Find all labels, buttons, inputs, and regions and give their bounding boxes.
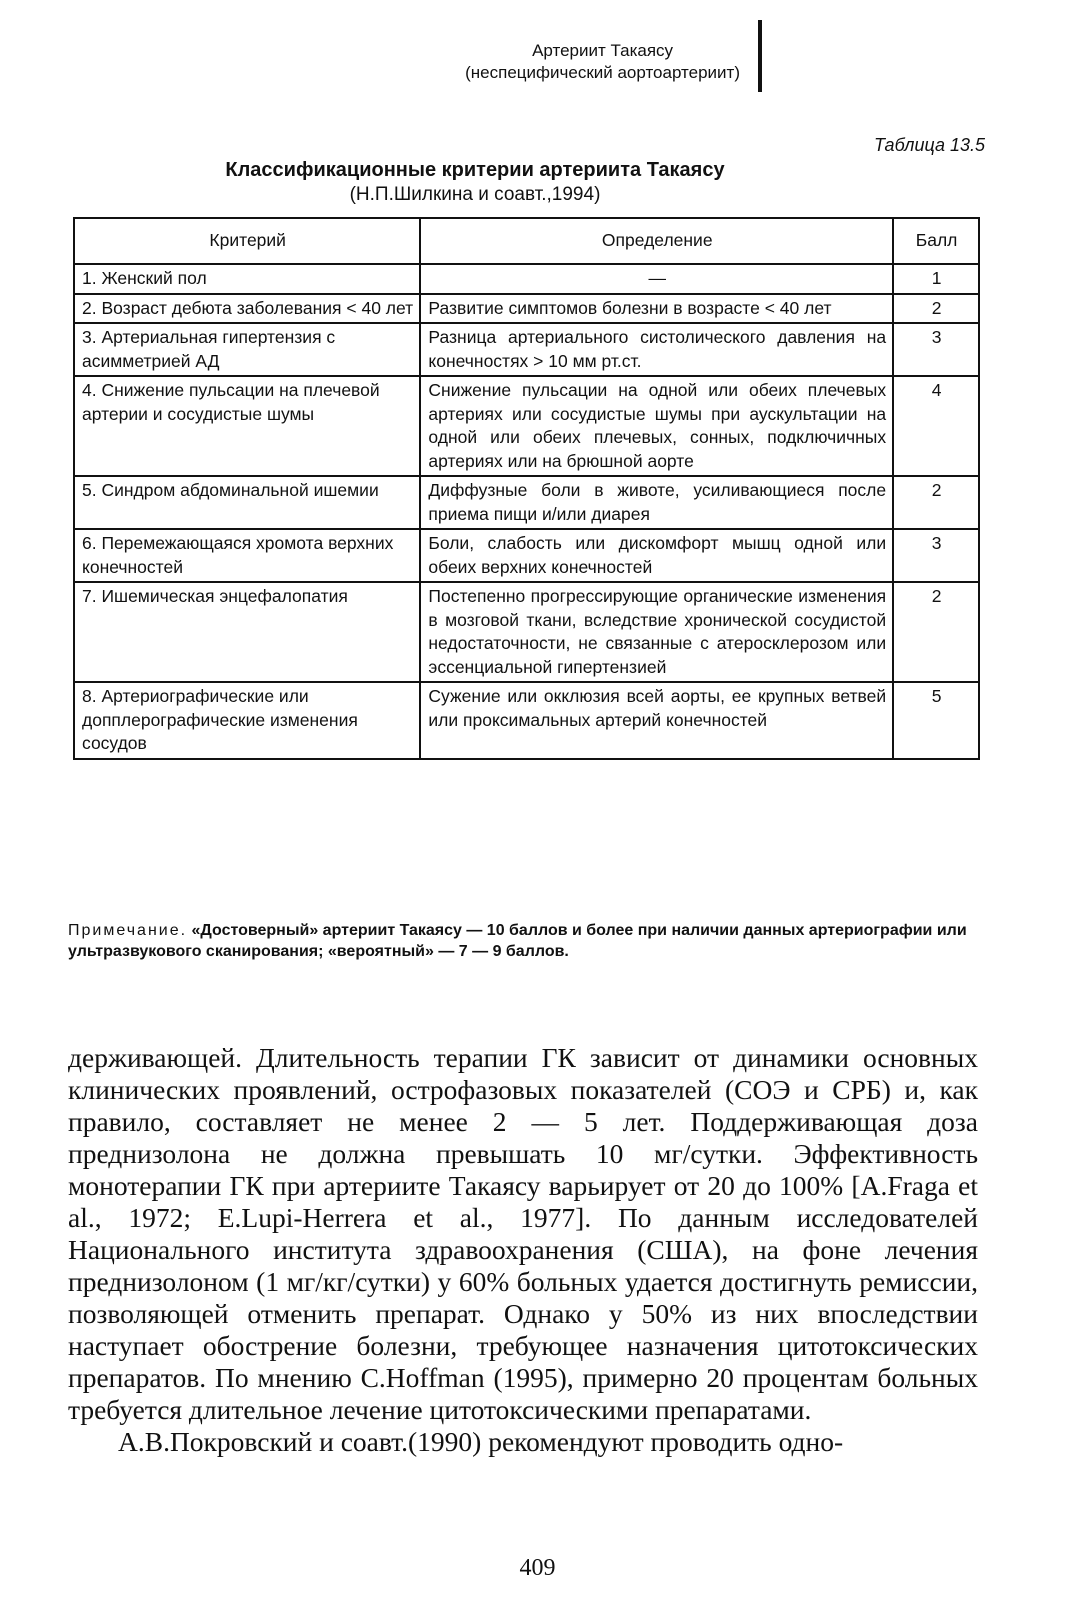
paragraph: А.В.Покровский и соавт.(1990) рекомендуют проводить одно- (118, 1426, 844, 1457)
running-header-line1: Артериит Такаясу (532, 41, 674, 60)
table-row (74, 323, 979, 376)
score-cell: 2 (893, 476, 979, 529)
definition-cell: — (420, 264, 893, 294)
criterion-cell: 7. Ишемическая энцефалопатия (74, 582, 420, 682)
table-row (74, 294, 979, 324)
table-row (74, 682, 979, 759)
running-header-line2: (неспецифический аортоартериит) (465, 63, 740, 82)
score-cell: 2 (893, 582, 979, 682)
definition-cell: Сужение или окклюзия всей аорты, ее крупных ветвей или проксимальных артерий конечностей (420, 682, 893, 759)
body-text (68, 1042, 978, 1458)
score-cell: 1 (893, 264, 979, 294)
criterion-cell: 4. Снижение пульсации на плечевой артерии и сосудистые шумы (74, 376, 420, 476)
criterion-cell: 6. Перемежающаяся хромота верхних конечностей (74, 529, 420, 582)
header-definition: Определение (420, 218, 893, 264)
note-label: Примечание. (68, 922, 188, 939)
definition-cell: Диффузные боли в животе, усиливающиеся после приема пищи и/или диарея (420, 476, 893, 529)
header-criterion: Критерий (74, 218, 420, 264)
page-number: 409 (519, 1555, 556, 1581)
table-subtitle: (Н.П.Шилкина и соавт.,1994) (349, 184, 601, 205)
criterion-cell: 8. Артериографические или допплерографические изменения сосудов (74, 682, 420, 759)
score-cell: 2 (893, 294, 979, 324)
criterion-cell: 2. Возраст дебюта заболевания < 40 лет (74, 294, 420, 324)
table-title: Классификационные критерии артериита Такаясу (225, 159, 725, 181)
score-cell: 3 (893, 323, 979, 376)
criteria-table (73, 217, 980, 760)
note-text: «Достоверный» артериит Такаясу — 10 баллов и более при наличии данных артериографии или ультразвукового сканирования; «вероятный» — 7 — 9 баллов. (68, 922, 967, 960)
header-rule (758, 20, 762, 92)
header-score: Балл (893, 218, 979, 264)
table-row (74, 376, 979, 476)
definition-cell: Боли, слабость или дискомфорт мышц одной или обеих верхних конечностей (420, 529, 893, 582)
definition-cell: Снижение пульсации на одной или обеих плечевых артериях или сосудистые шумы при аускультации на одной или обеих плечевых, сонных, подключичных артериях или на брюшной аорте (420, 376, 893, 476)
table-row (74, 264, 979, 294)
paragraph: держивающей. Длительность терапии ГК зависит от динамики основных клинических проявлений, острофазовых показателей (СОЭ и СРБ) и, как правило, составляет не менее 2 — 5 лет. Поддерживающая доза преднизолона не должна превышать 10 мг/сутки. Эффективность монотерапии ГК при артериите Такаясу варьирует от 20 до 100% [A.Fraga et al., 1972; E.Lupi-Herrera et al., 1977]. По данным исследователей Национального института здравоохранения (США), на фоне лечения преднизолоном (1 мг/кг/сутки) у 60% больных удается достигнуть ремиссии, позволяющей отменить препарат. Однако у 50% из них впоследствии наступает обострение болезни, требующее назначения цитотоксических препаратов. По мнению C.Hoffman (1995), примерно 20 процентам больных требуется длительное лечение цитотоксическими препаратами. (68, 1042, 978, 1425)
table-row (74, 582, 979, 682)
table-header-row (74, 218, 979, 264)
table-row (74, 476, 979, 529)
table-row (74, 529, 979, 582)
score-cell: 3 (893, 529, 979, 582)
score-cell: 4 (893, 376, 979, 476)
criterion-cell: 3. Артериальная гипертензия с асимметрией АД (74, 323, 420, 376)
score-cell: 5 (893, 682, 979, 759)
definition-cell: Разница артериального систолического давления на конечностях > 10 мм рт.ст. (420, 323, 893, 376)
table-number: Таблица 13.5 (873, 135, 985, 155)
criterion-cell: 5. Синдром абдоминальной ишемии (74, 476, 420, 529)
table-note (68, 920, 980, 962)
criterion-cell: 1. Женский пол (74, 264, 420, 294)
definition-cell: Постепенно прогрессирующие органические изменения в мозговой ткани, вследствие хронической сосудистой недостаточности, не связанные с атеросклерозом или эссенциальной гипертензией (420, 582, 893, 682)
running-header (465, 40, 740, 84)
definition-cell: Развитие симптомов болезни в возрасте < 40 лет (420, 294, 893, 324)
